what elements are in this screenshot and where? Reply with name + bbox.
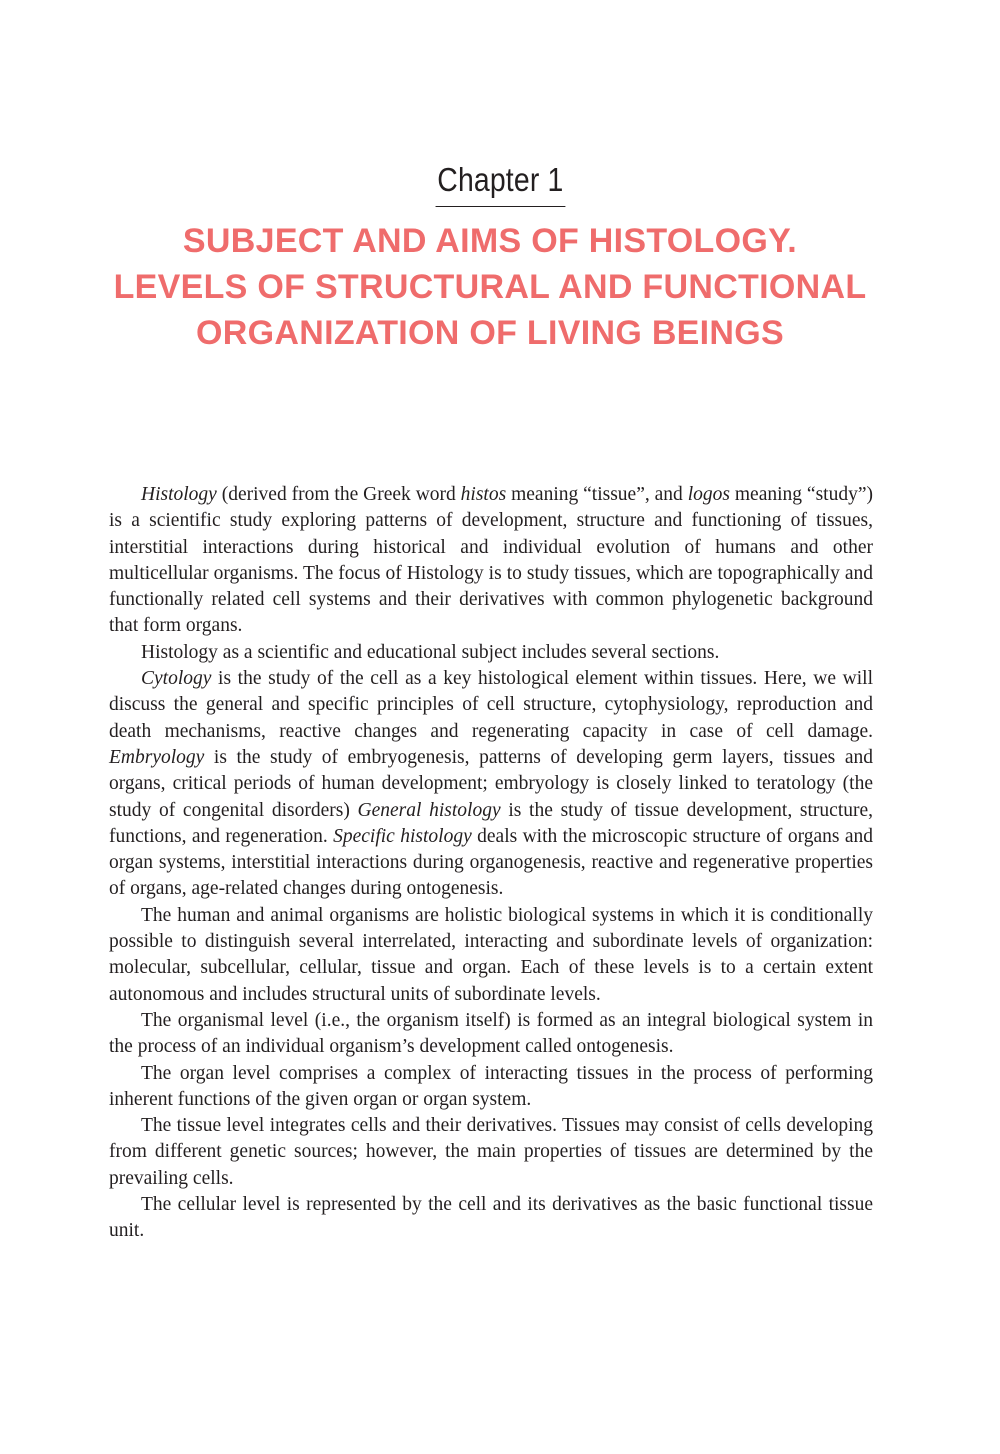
text-run: The organismal level (i.e., the organism itself) is formed as an integral biological system in the process of an individual organism’s development called ontogenesis.: [109, 1009, 873, 1058]
chapter-title-line: LEVELS OF STRUCTURAL AND FUNCTIONAL: [113, 268, 867, 306]
italic-term: histos: [460, 484, 507, 505]
chapter-title-line: SUBJECT AND AIMS OF HISTOLOGY.: [182, 222, 798, 260]
body-paragraph: [109, 1192, 873, 1245]
body-paragraph: [109, 1113, 873, 1192]
chapter-title-line: ORGANIZATION OF LIVING BEINGS: [196, 314, 784, 352]
text-run: The organ level comprises a complex of interacting tissues in the process of performing inherent functions of the given organ or organ system.: [109, 1062, 873, 1110]
italic-term: General histology: [357, 799, 501, 821]
chapter-body: [109, 482, 873, 1245]
text-run: meaning “tissue”, and: [506, 484, 688, 505]
chapter-title: [60, 218, 920, 356]
text-run: The cellular level is represented by the cell and its derivatives as the basic functional tissue unit.: [109, 1194, 873, 1242]
body-paragraph: [109, 903, 873, 1008]
italic-term: Cytology: [141, 668, 212, 690]
text-run: The human and animal organisms are holistic biological systems in which it is conditionally possible to distinguish several interrelated, interacting and subordinate levels of organization: molecular, subcellular, cellular, tissue and organ. Each of these levels is to a certain extent autonomous and includes structural units of subordinate levels.: [109, 904, 873, 1005]
italic-term: logos: [687, 484, 730, 505]
body-paragraph: [109, 640, 873, 666]
italic-term: Histology: [141, 484, 217, 505]
body-paragraph: [109, 666, 873, 903]
text-run: is the study of the cell as a key histological element within tissues. Here, we will discuss the general and specific principles of cell structure, cytophysiology, reproduction and death mechanisms, reactive changes and regenerating capacity in case of cell damage.: [109, 668, 873, 742]
text-run: The tissue level integrates cells and their derivatives. Tissues may consist of cells developing from different genetic sources; however, the main properties of tissues are determined by the prevailing cells.: [109, 1115, 873, 1189]
body-paragraph: [109, 1008, 873, 1061]
italic-term: Embryology: [109, 746, 205, 768]
text-run: meaning “study”) is a scientific study exploring patterns of development, structure and functioning of tissues, interstitial interactions during historical and individual evolution of humans and other multicellular organisms. The focus of Histology is to study tissues, which are topographically and functionally related cell systems and their derivatives with common phylogenetic background that form organs.: [109, 484, 873, 637]
chapter-label-text: Chapter 1: [435, 158, 565, 207]
text-run: (derived from the Greek word: [216, 484, 461, 505]
text-run: Histology as a scientific and educational subject includes several sections.: [141, 641, 720, 663]
text-run: is the study of tissue development, structure, functions, and regeneration.: [109, 799, 874, 847]
body-paragraph: [109, 482, 873, 640]
text-run: deals with the microscopic structure of organs and organ systems, interstitial interactions during organogenesis, reactive and regenerative properties of organs, age-related changes during ontogenesis.: [109, 825, 874, 900]
italic-term: Specific histology: [333, 825, 472, 847]
chapter-label: [0, 158, 1000, 207]
body-paragraph: [109, 1061, 873, 1114]
text-run: is the study of embryogenesis, patterns of developing germ layers, tissues and organs, critical periods of human development; embryology is closely linked to teratology (the study of congenital disorders): [109, 746, 873, 821]
